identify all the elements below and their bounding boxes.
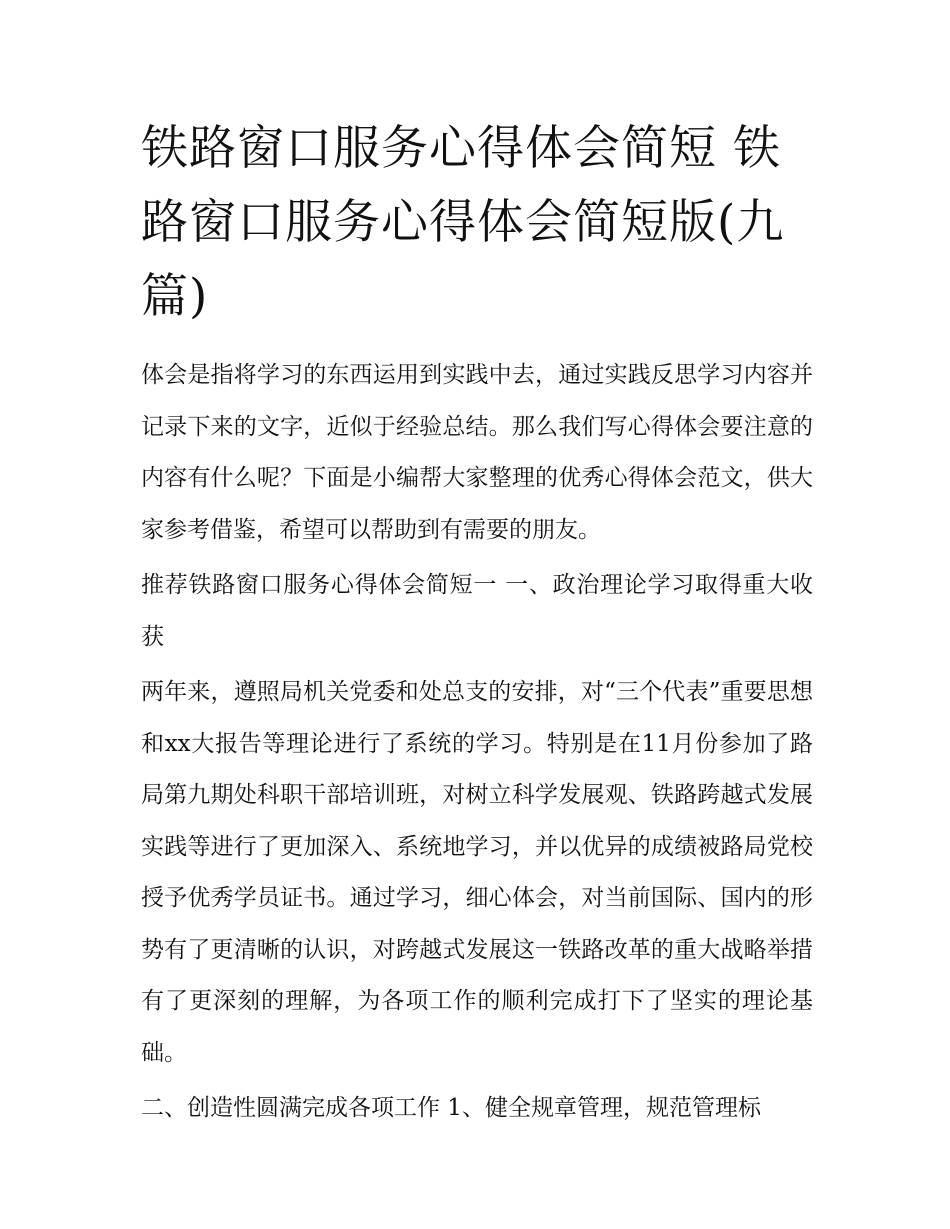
document-title: 铁路窗口服务心得体会简短 铁路窗口服务心得体会简短版(九篇) — [141, 121, 785, 324]
section-heading-paragraph: 推荐铁路窗口服务心得体会简短一 一、政治理论学习取得重大收获 — [141, 572, 813, 650]
body-paragraph: 两年来，遵照局机关党委和处总支的安排，对“三个代表”重要思想和xx大报告等理论进行了系统的学习。特别是在11月份参加了路局第九期处科职干部培训班，对树立科学发展观、铁路跨越式发展实践等进行了更加深入、系统地学习，并以优异的成绩被路局党校授予优秀学员证书。通过学习，细心体会，对当前国际、国内的形势有了更清晰的认识，对跨越式发展这一铁路改革的重大战略举措有了更深刻的理解，为各项工作的顺利完成打下了坚实的理论基础。 — [141, 679, 813, 1066]
document-page — [141, 112, 813, 1139]
intro-paragraph: 体会是指将学习的东西运用到实践中去，通过实践反思学习内容并记录下来的文字，近似于经验总结。那么我们写心得体会要注意的内容有什么呢？下面是小编帮大家整理的优秀心得体会范文，供大家参考借鉴，希望可以帮助到有需要的朋友。 — [141, 362, 813, 543]
section-two-paragraph: 二、创造性圆满完成各项工作 1、健全规章管理，规范管理标 — [141, 1095, 761, 1121]
